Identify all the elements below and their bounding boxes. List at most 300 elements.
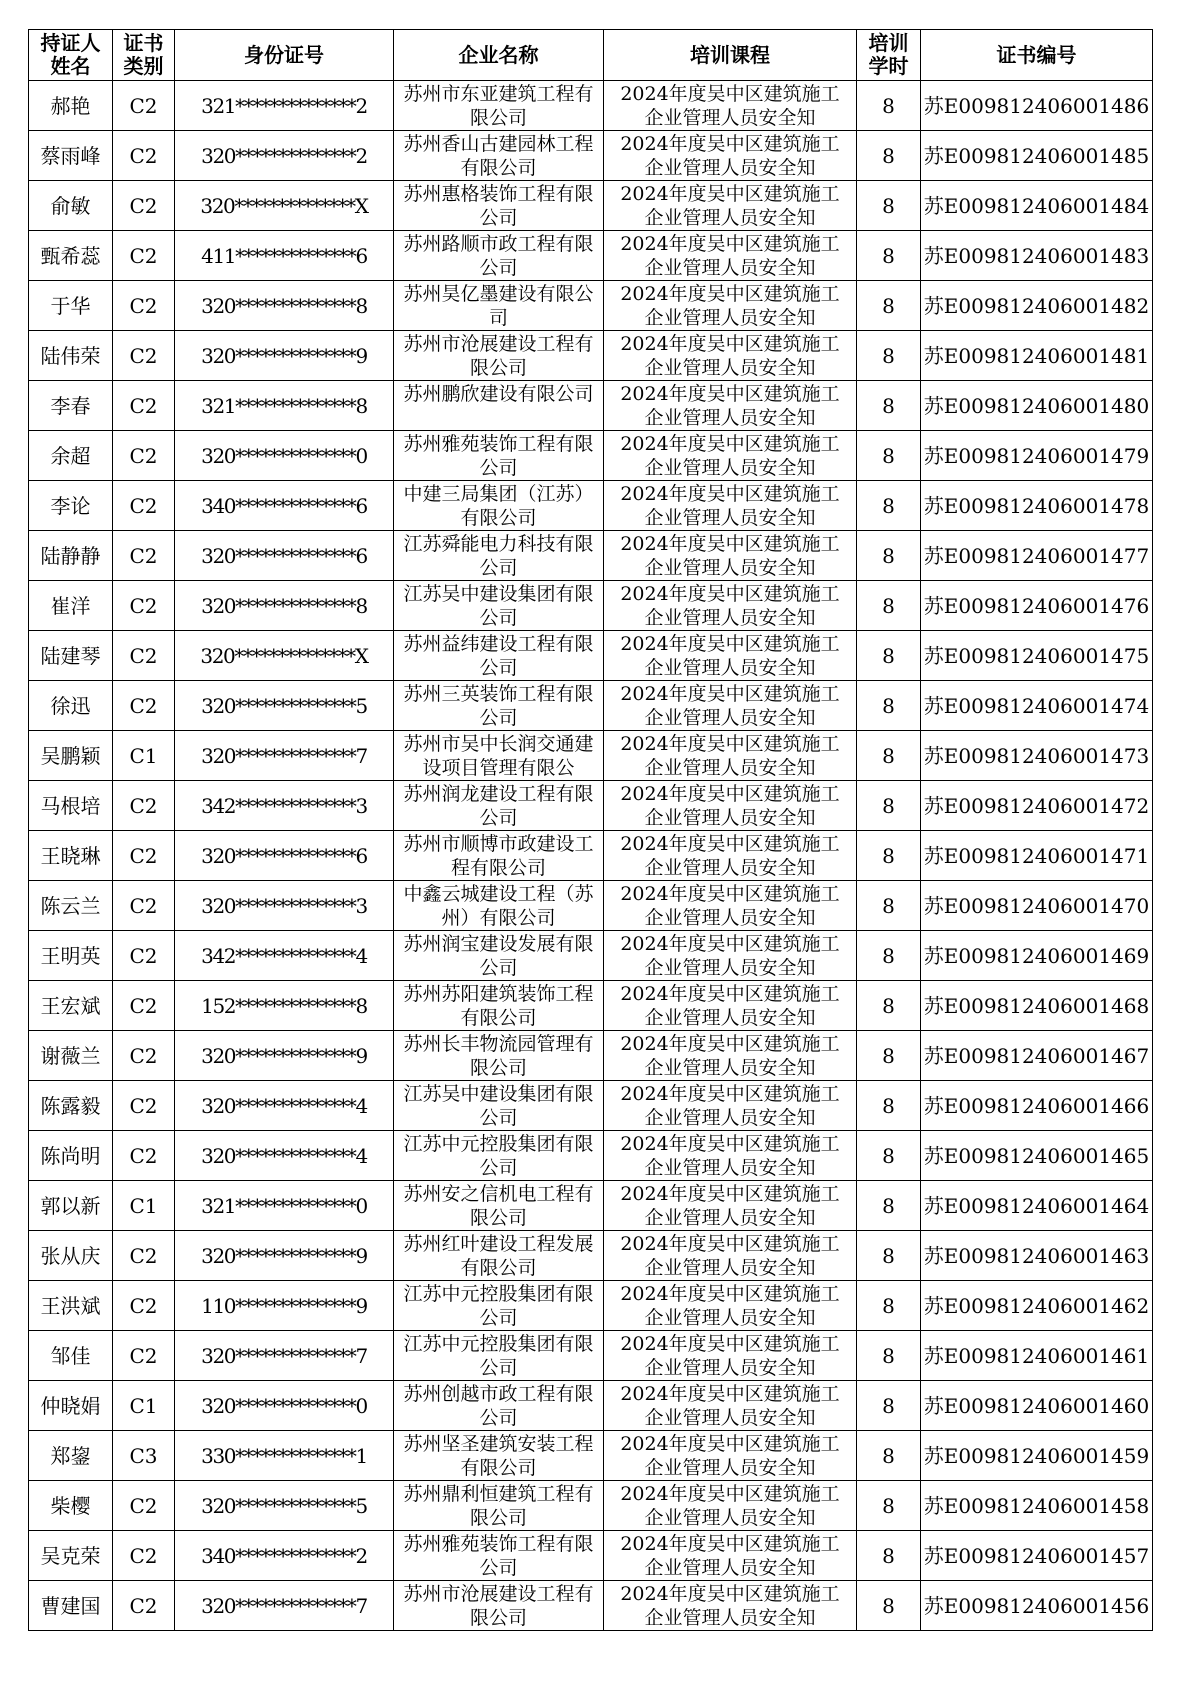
table-row	[29, 1381, 1153, 1431]
cell-cert-type: C2	[113, 481, 175, 531]
cell-company	[394, 281, 604, 331]
cell-id-number: 342**************3	[175, 781, 394, 831]
cell-cert-type: C3	[113, 1431, 175, 1481]
cell-cert-type: C2	[113, 931, 175, 981]
table-row	[29, 431, 1153, 481]
cell-name: 俞敏	[29, 181, 113, 231]
cell-company-text: 苏州路顺市政工程有限公司	[403, 232, 594, 279]
cell-id-number: 152**************8	[175, 981, 394, 1031]
cell-company-text: 苏州鼎利恒建筑工程有限公司	[403, 1482, 594, 1529]
cell-company	[394, 1231, 604, 1281]
cell-hours: 8	[857, 831, 921, 881]
cell-course-text: 2024年度吴中区建筑施工企业管理人员安全知	[620, 382, 840, 429]
cell-hours: 8	[857, 81, 921, 131]
table-body	[29, 81, 1153, 1631]
cell-name: 余超	[29, 431, 113, 481]
cell-name: 崔洋	[29, 581, 113, 631]
cell-course	[604, 1281, 857, 1331]
cell-id-number: 320**************2	[175, 131, 394, 181]
cell-course	[604, 1181, 857, 1231]
cell-name: 仲晓娟	[29, 1381, 113, 1431]
cell-course	[604, 681, 857, 731]
cell-cert-type: C2	[113, 1331, 175, 1381]
cell-cert-number: 苏E009812406001468	[921, 981, 1153, 1031]
cell-hours: 8	[857, 1131, 921, 1181]
cell-hours: 8	[857, 931, 921, 981]
header-name: 持证人姓名	[29, 30, 113, 81]
cell-cert-number: 苏E009812406001472	[921, 781, 1153, 831]
cell-course	[604, 231, 857, 281]
cell-course-text: 2024年度吴中区建筑施工企业管理人员安全知	[620, 1582, 840, 1629]
table-row	[29, 781, 1153, 831]
cell-name: 甄希蕊	[29, 231, 113, 281]
cell-name: 李论	[29, 481, 113, 531]
cell-course	[604, 331, 857, 381]
cell-course	[604, 281, 857, 331]
cell-course	[604, 781, 857, 831]
cell-cert-number: 苏E009812406001466	[921, 1081, 1153, 1131]
cell-course	[604, 1581, 857, 1631]
cell-id-number: 320**************4	[175, 1131, 394, 1181]
cell-cert-number: 苏E009812406001481	[921, 331, 1153, 381]
table-row	[29, 1281, 1153, 1331]
table-row	[29, 1031, 1153, 1081]
cell-company	[394, 981, 604, 1031]
cell-company-text: 苏州香山古建园林工程有限公司	[403, 132, 594, 179]
cell-course	[604, 181, 857, 231]
cell-cert-number: 苏E009812406001467	[921, 1031, 1153, 1081]
cell-course	[604, 831, 857, 881]
cell-cert-type: C2	[113, 231, 175, 281]
cell-name: 郝艳	[29, 81, 113, 131]
table-row	[29, 1181, 1153, 1231]
cell-cert-number: 苏E009812406001479	[921, 431, 1153, 481]
cell-company	[394, 331, 604, 381]
cell-id-number: 340**************6	[175, 481, 394, 531]
cell-hours: 8	[857, 331, 921, 381]
cell-hours: 8	[857, 1231, 921, 1281]
cell-course	[604, 1331, 857, 1381]
cell-company	[394, 1531, 604, 1581]
cell-cert-number: 苏E009812406001459	[921, 1431, 1153, 1481]
cell-cert-type: C2	[113, 981, 175, 1031]
cell-id-number: 320**************6	[175, 531, 394, 581]
cell-company-text: 苏州市东亚建筑工程有限公司	[403, 82, 594, 129]
cell-company	[394, 681, 604, 731]
cell-company	[394, 831, 604, 881]
cell-company-text: 苏州创越市政工程有限公司	[403, 1382, 594, 1429]
cell-id-number: 411**************6	[175, 231, 394, 281]
cell-hours: 8	[857, 1281, 921, 1331]
cell-company-text: 江苏中元控股集团有限公司	[403, 1282, 594, 1329]
cell-hours: 8	[857, 1581, 921, 1631]
cell-name: 王洪斌	[29, 1281, 113, 1331]
cell-id-number: 320**************8	[175, 281, 394, 331]
cell-company	[394, 581, 604, 631]
cell-hours: 8	[857, 881, 921, 931]
cell-cert-number: 苏E009812406001465	[921, 1131, 1153, 1181]
cell-course-text: 2024年度吴中区建筑施工企业管理人员安全知	[620, 832, 840, 879]
cell-name: 曹建国	[29, 1581, 113, 1631]
header-id-number: 身份证号	[175, 30, 394, 81]
cell-course-text: 2024年度吴中区建筑施工企业管理人员安全知	[620, 82, 840, 129]
table-row	[29, 281, 1153, 331]
cell-course-text: 2024年度吴中区建筑施工企业管理人员安全知	[620, 632, 840, 679]
cell-course	[604, 1481, 857, 1531]
cell-name: 李春	[29, 381, 113, 431]
cell-cert-number: 苏E009812406001478	[921, 481, 1153, 531]
cell-cert-type: C1	[113, 1181, 175, 1231]
cell-cert-number: 苏E009812406001469	[921, 931, 1153, 981]
cell-cert-number: 苏E009812406001471	[921, 831, 1153, 881]
cell-cert-type: C2	[113, 831, 175, 881]
cell-cert-number: 苏E009812406001480	[921, 381, 1153, 431]
cell-company	[394, 1581, 604, 1631]
table-row	[29, 181, 1153, 231]
cell-company-text: 江苏吴中建设集团有限公司	[403, 582, 594, 629]
cell-name: 陈露毅	[29, 1081, 113, 1131]
cell-id-number: 320**************4	[175, 1081, 394, 1131]
cell-id-number: 320**************6	[175, 831, 394, 881]
cell-cert-number: 苏E009812406001474	[921, 681, 1153, 731]
cell-name: 吴克荣	[29, 1531, 113, 1581]
cell-company-text: 江苏吴中建设集团有限公司	[403, 1082, 594, 1129]
cell-name: 谢薇兰	[29, 1031, 113, 1081]
cell-company	[394, 1431, 604, 1481]
cell-hours: 8	[857, 131, 921, 181]
cell-company-text: 中建三局集团（江苏）有限公司	[403, 482, 594, 529]
table-row	[29, 881, 1153, 931]
cell-company	[394, 1281, 604, 1331]
table-row	[29, 481, 1153, 531]
cell-course-text: 2024年度吴中区建筑施工企业管理人员安全知	[620, 732, 840, 779]
cell-course-text: 2024年度吴中区建筑施工企业管理人员安全知	[620, 1432, 840, 1479]
cell-id-number: 321**************8	[175, 381, 394, 431]
cell-id-number: 330**************1	[175, 1431, 394, 1481]
cell-cert-type: C2	[113, 381, 175, 431]
cell-id-number: 320**************9	[175, 1231, 394, 1281]
cell-course	[604, 81, 857, 131]
cell-name: 陆建琴	[29, 631, 113, 681]
certificate-table	[28, 29, 1153, 1631]
cell-course	[604, 1081, 857, 1131]
cell-hours: 8	[857, 1481, 921, 1531]
cell-course	[604, 1431, 857, 1481]
cell-company-text: 江苏中元控股集团有限公司	[403, 1132, 594, 1179]
cell-company-text: 苏州润龙建设工程有限公司	[403, 782, 594, 829]
cell-cert-number: 苏E009812406001460	[921, 1381, 1153, 1431]
table-row	[29, 731, 1153, 781]
cell-course	[604, 581, 857, 631]
cell-cert-number: 苏E009812406001458	[921, 1481, 1153, 1531]
cell-course-text: 2024年度吴中区建筑施工企业管理人员安全知	[620, 1532, 840, 1579]
cell-company-text: 中鑫云城建设工程（苏州）有限公司	[403, 882, 594, 929]
cell-cert-number: 苏E009812406001475	[921, 631, 1153, 681]
cell-course	[604, 931, 857, 981]
cell-id-number: 320**************X	[175, 181, 394, 231]
cell-cert-number: 苏E009812406001486	[921, 81, 1153, 131]
cell-company	[394, 1131, 604, 1181]
table-row	[29, 81, 1153, 131]
cell-course-text: 2024年度吴中区建筑施工企业管理人员安全知	[620, 1332, 840, 1379]
cell-name: 郭以新	[29, 1181, 113, 1231]
cell-course	[604, 381, 857, 431]
cell-company-text: 苏州雅苑装饰工程有限公司	[403, 432, 594, 479]
table-row	[29, 381, 1153, 431]
cell-course-text: 2024年度吴中区建筑施工企业管理人员安全知	[620, 1482, 840, 1529]
cell-id-number: 320**************7	[175, 731, 394, 781]
cell-id-number: 320**************X	[175, 631, 394, 681]
table-row	[29, 1081, 1153, 1131]
cell-course	[604, 881, 857, 931]
cell-course	[604, 631, 857, 681]
cell-company-text: 苏州长丰物流园管理有限公司	[403, 1032, 594, 1079]
table-row	[29, 831, 1153, 881]
cell-cert-type: C1	[113, 1381, 175, 1431]
cell-hours: 8	[857, 431, 921, 481]
cell-cert-type: C2	[113, 81, 175, 131]
cell-name: 陈尚明	[29, 1131, 113, 1181]
cell-course-text: 2024年度吴中区建筑施工企业管理人员安全知	[620, 1382, 840, 1429]
cell-course	[604, 481, 857, 531]
cell-course-text: 2024年度吴中区建筑施工企业管理人员安全知	[620, 1032, 840, 1079]
cell-id-number: 321**************0	[175, 1181, 394, 1231]
cell-course-text: 2024年度吴中区建筑施工企业管理人员安全知	[620, 532, 840, 579]
cell-name: 张从庆	[29, 1231, 113, 1281]
cell-company	[394, 631, 604, 681]
cell-cert-number: 苏E009812406001484	[921, 181, 1153, 231]
table-row	[29, 331, 1153, 381]
cell-cert-number: 苏E009812406001456	[921, 1581, 1153, 1631]
header-cert-number: 证书编号	[921, 30, 1153, 81]
cell-cert-number: 苏E009812406001462	[921, 1281, 1153, 1331]
cell-name: 郑鋆	[29, 1431, 113, 1481]
cell-hours: 8	[857, 731, 921, 781]
cell-id-number: 320**************3	[175, 881, 394, 931]
cell-course-text: 2024年度吴中区建筑施工企业管理人员安全知	[620, 432, 840, 479]
cell-company	[394, 181, 604, 231]
cell-id-number: 340**************2	[175, 1531, 394, 1581]
table-row	[29, 1581, 1153, 1631]
cell-course	[604, 131, 857, 181]
cell-hours: 8	[857, 1031, 921, 1081]
cell-company	[394, 81, 604, 131]
cell-name: 王晓琳	[29, 831, 113, 881]
cell-cert-number: 苏E009812406001464	[921, 1181, 1153, 1231]
table-row	[29, 931, 1153, 981]
cell-company	[394, 131, 604, 181]
cell-id-number: 342**************4	[175, 931, 394, 981]
cell-cert-number: 苏E009812406001470	[921, 881, 1153, 931]
cell-cert-type: C2	[113, 1081, 175, 1131]
cell-company	[394, 1081, 604, 1131]
cell-hours: 8	[857, 531, 921, 581]
cell-course-text: 2024年度吴中区建筑施工企业管理人员安全知	[620, 1182, 840, 1229]
cell-cert-type: C2	[113, 631, 175, 681]
cell-cert-number: 苏E009812406001457	[921, 1531, 1153, 1581]
cell-cert-number: 苏E009812406001485	[921, 131, 1153, 181]
cell-company-text: 苏州坚圣建筑安装工程有限公司	[403, 1432, 594, 1479]
cell-course-text: 2024年度吴中区建筑施工企业管理人员安全知	[620, 232, 840, 279]
cell-company-text: 苏州市顺博市政建设工程有限公司	[403, 832, 594, 879]
cell-course-text: 2024年度吴中区建筑施工企业管理人员安全知	[620, 332, 840, 379]
cell-cert-type: C2	[113, 431, 175, 481]
cell-hours: 8	[857, 631, 921, 681]
cell-id-number: 320**************5	[175, 681, 394, 731]
cell-company-text: 苏州益纬建设工程有限公司	[403, 632, 594, 679]
cell-name: 陆静静	[29, 531, 113, 581]
cell-hours: 8	[857, 231, 921, 281]
cell-cert-type: C2	[113, 131, 175, 181]
cell-course-text: 2024年度吴中区建筑施工企业管理人员安全知	[620, 1132, 840, 1179]
cell-company	[394, 1331, 604, 1381]
cell-id-number: 320**************7	[175, 1331, 394, 1381]
cell-hours: 8	[857, 581, 921, 631]
cell-company	[394, 481, 604, 531]
cell-id-number: 320**************9	[175, 1031, 394, 1081]
cell-cert-number: 苏E009812406001463	[921, 1231, 1153, 1281]
cell-name: 陈云兰	[29, 881, 113, 931]
cell-course	[604, 1531, 857, 1581]
cell-cert-type: C2	[113, 281, 175, 331]
cell-company-text: 苏州市吴中长润交通建设项目管理有限公	[403, 732, 594, 779]
cell-course	[604, 1031, 857, 1081]
cell-hours: 8	[857, 1381, 921, 1431]
cell-name: 柴樱	[29, 1481, 113, 1531]
cell-company	[394, 431, 604, 481]
cell-name: 于华	[29, 281, 113, 331]
cell-company-text: 江苏舜能电力科技有限公司	[403, 532, 594, 579]
cell-course-text: 2024年度吴中区建筑施工企业管理人员安全知	[620, 582, 840, 629]
cell-course-text: 2024年度吴中区建筑施工企业管理人员安全知	[620, 1232, 840, 1279]
cell-cert-number: 苏E009812406001482	[921, 281, 1153, 331]
header-company: 企业名称	[394, 30, 604, 81]
cell-name: 王宏斌	[29, 981, 113, 1031]
table-row	[29, 531, 1153, 581]
cell-company	[394, 231, 604, 281]
cell-hours: 8	[857, 1531, 921, 1581]
table-row	[29, 981, 1153, 1031]
cell-id-number: 320**************7	[175, 1581, 394, 1631]
cell-course-text: 2024年度吴中区建筑施工企业管理人员安全知	[620, 932, 840, 979]
cell-cert-type: C1	[113, 731, 175, 781]
cell-id-number: 320**************0	[175, 1381, 394, 1431]
cell-cert-type: C2	[113, 531, 175, 581]
table-row	[29, 681, 1153, 731]
cell-course-text: 2024年度吴中区建筑施工企业管理人员安全知	[620, 182, 840, 229]
cell-company-text: 苏州鹏欣建设有限公司	[403, 382, 594, 405]
cell-id-number: 320**************5	[175, 1481, 394, 1531]
cell-company	[394, 1181, 604, 1231]
cell-cert-type: C2	[113, 1531, 175, 1581]
cell-hours: 8	[857, 1081, 921, 1131]
cell-company-text: 苏州安之信机电工程有限公司	[403, 1182, 594, 1229]
cell-company-text: 苏州雅苑装饰工程有限公司	[403, 1532, 594, 1579]
cell-course-text: 2024年度吴中区建筑施工企业管理人员安全知	[620, 682, 840, 729]
cell-cert-type: C2	[113, 1231, 175, 1281]
cell-cert-type: C2	[113, 881, 175, 931]
cell-name: 蔡雨峰	[29, 131, 113, 181]
table-row	[29, 1331, 1153, 1381]
cell-course-text: 2024年度吴中区建筑施工企业管理人员安全知	[620, 882, 840, 929]
table-row	[29, 131, 1153, 181]
cell-company	[394, 1031, 604, 1081]
cell-company-text: 苏州市沧展建设工程有限公司	[403, 1582, 594, 1629]
table-row	[29, 631, 1153, 681]
cell-id-number: 320**************9	[175, 331, 394, 381]
cell-company-text: 苏州惠格装饰工程有限公司	[403, 182, 594, 229]
cell-hours: 8	[857, 481, 921, 531]
cell-course-text: 2024年度吴中区建筑施工企业管理人员安全知	[620, 482, 840, 529]
cell-hours: 8	[857, 181, 921, 231]
cell-course	[604, 531, 857, 581]
cell-course	[604, 431, 857, 481]
cell-course	[604, 1381, 857, 1431]
cell-cert-type: C2	[113, 781, 175, 831]
header-course: 培训课程	[604, 30, 857, 81]
cell-name: 马根培	[29, 781, 113, 831]
table-row	[29, 1131, 1153, 1181]
cell-company	[394, 1481, 604, 1531]
cell-id-number: 321**************2	[175, 81, 394, 131]
cell-hours: 8	[857, 381, 921, 431]
cell-cert-number: 苏E009812406001473	[921, 731, 1153, 781]
cell-course-text: 2024年度吴中区建筑施工企业管理人员安全知	[620, 132, 840, 179]
cell-hours: 8	[857, 781, 921, 831]
cell-course-text: 2024年度吴中区建筑施工企业管理人员安全知	[620, 782, 840, 829]
cell-name: 陆伟荣	[29, 331, 113, 381]
cell-cert-number: 苏E009812406001483	[921, 231, 1153, 281]
cell-hours: 8	[857, 681, 921, 731]
cell-course-text: 2024年度吴中区建筑施工企业管理人员安全知	[620, 982, 840, 1029]
cell-cert-number: 苏E009812406001461	[921, 1331, 1153, 1381]
cell-course	[604, 1231, 857, 1281]
cell-course-text: 2024年度吴中区建筑施工企业管理人员安全知	[620, 1082, 840, 1129]
table-row	[29, 1231, 1153, 1281]
cell-company-text: 苏州苏阳建筑装饰工程有限公司	[403, 982, 594, 1029]
cell-cert-type: C2	[113, 1131, 175, 1181]
cell-company	[394, 731, 604, 781]
cell-company	[394, 931, 604, 981]
cell-cert-type: C2	[113, 181, 175, 231]
cell-cert-type: C2	[113, 681, 175, 731]
cell-id-number: 110**************9	[175, 1281, 394, 1331]
cell-company	[394, 881, 604, 931]
cell-name: 邹佳	[29, 1331, 113, 1381]
cell-hours: 8	[857, 281, 921, 331]
header-hours: 培训学时	[857, 30, 921, 81]
cell-course	[604, 981, 857, 1031]
header-cert-type: 证书类别	[113, 30, 175, 81]
table-row	[29, 581, 1153, 631]
table-row	[29, 231, 1153, 281]
cell-company-text: 江苏中元控股集团有限公司	[403, 1332, 594, 1379]
cell-hours: 8	[857, 1431, 921, 1481]
cell-id-number: 320**************8	[175, 581, 394, 631]
cell-hours: 8	[857, 981, 921, 1031]
cell-company-text: 苏州润宝建设发展有限公司	[403, 932, 594, 979]
cell-company	[394, 781, 604, 831]
table-header	[29, 30, 1153, 81]
cell-company-text: 苏州市沧展建设工程有限公司	[403, 332, 594, 379]
cell-name: 徐迅	[29, 681, 113, 731]
cell-company	[394, 381, 604, 431]
table-row	[29, 1531, 1153, 1581]
cell-name: 吴鹏颖	[29, 731, 113, 781]
cell-course	[604, 1131, 857, 1181]
cell-company	[394, 531, 604, 581]
table-row	[29, 1431, 1153, 1481]
